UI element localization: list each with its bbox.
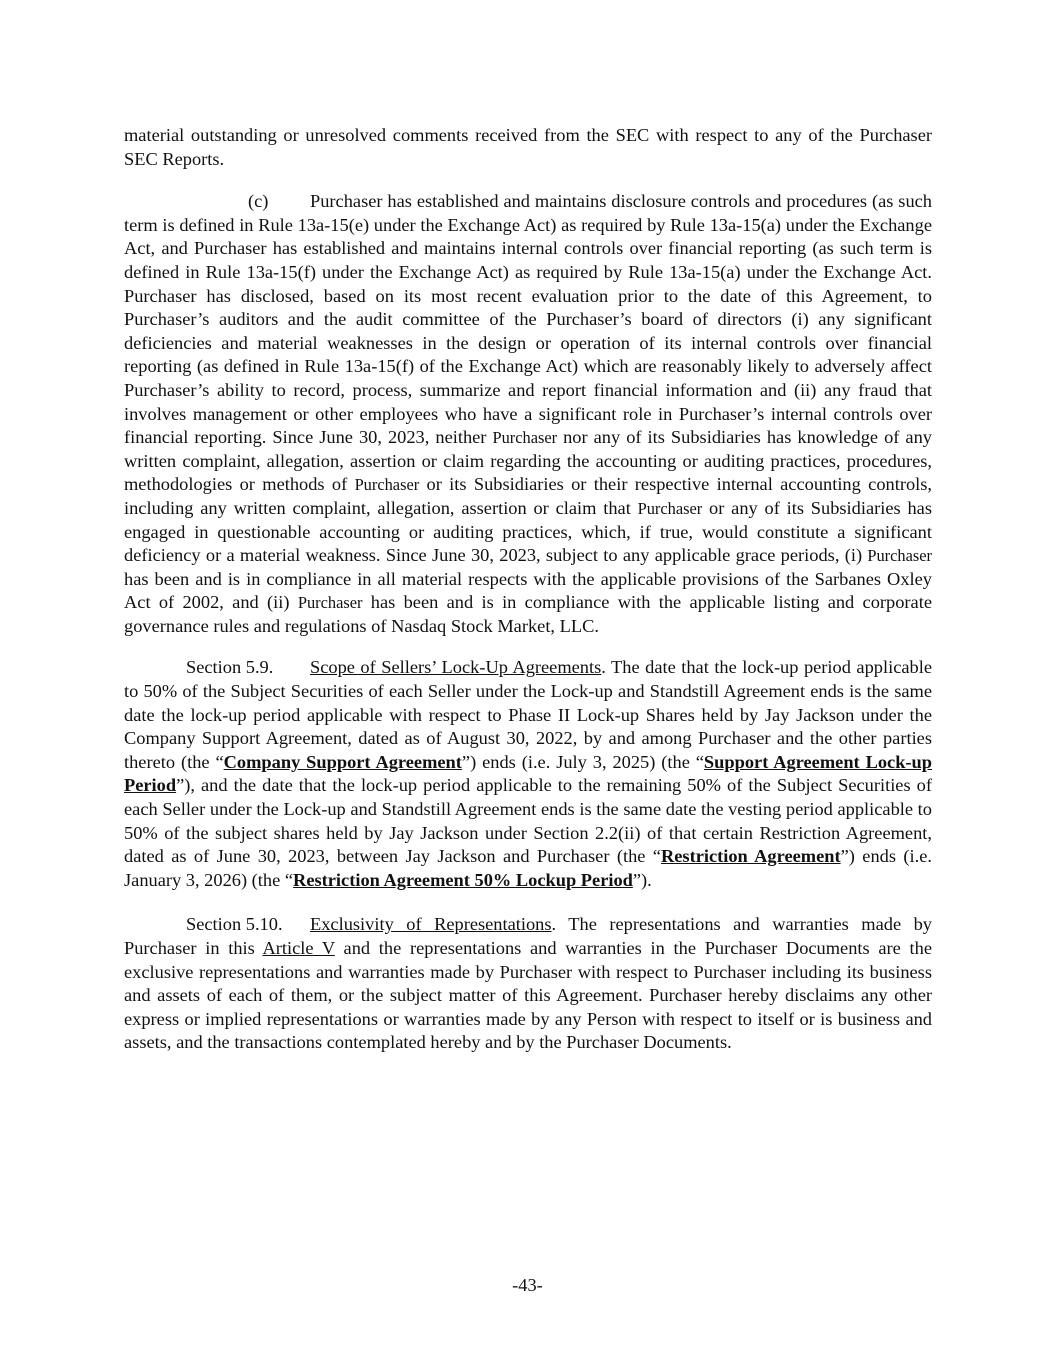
defined-term-support-agreement-lockup-period: Support Agreement Lock-up Period xyxy=(124,751,932,796)
section-5-9-number: Section 5.9. xyxy=(186,657,274,678)
section-5-10-heading: Exclusivity of Representations xyxy=(310,914,552,935)
section-5-9 xyxy=(124,656,932,892)
paragraph-c xyxy=(124,190,932,638)
section-5-10 xyxy=(124,913,932,1055)
defined-term-restriction-agreement-lockup-period: Restriction Agreement 50% Lockup Period xyxy=(293,869,633,890)
section-5-9-text-2: ”) ends (i.e. July 3, 2025) (the “ xyxy=(461,751,704,772)
section-5-10-text-1: . The representations and warranties made by Purchaser in this xyxy=(124,914,932,958)
purchaser-term: Purchaser xyxy=(637,498,703,518)
page-number: -43- xyxy=(512,1275,543,1295)
article-v-reference: Article V xyxy=(262,938,335,958)
paragraph-c-text-4: or any of its Subsidiaries has engaged in questionable accounting or auditing practices, which, if true, would constitute a significant deficiency or a material weakness. Since June 30, 2023, subject to any applicable grace periods, (i) xyxy=(124,497,932,566)
section-5-10-number: Section 5.10. xyxy=(186,914,283,935)
paragraph-c-text-3: or its Subsidiaries or their respective internal accounting controls, including any written complaint, allegation, assertion or claim that xyxy=(124,474,932,518)
purchaser-term: Purchaser xyxy=(297,593,363,613)
defined-term-company-support-agreement: Company Support Agreement xyxy=(223,751,462,772)
paragraph-c-text-1: Purchaser has established and maintains disclosure controls and procedures (as such term is defined in Rule 13a-15(e) under the Exchange Act) as required by Rule 13a-15(a) under the Exchange Act, and Purchaser has established and maintains internal controls over financial reporting (as such term is defined in Rule 13a-15(f) under the Exchange Act) as required by Rule 13a-15(a) under the Exchange Act. Purchaser has disclosed, based on its most recent evaluation prior to the date of this Agreement, to Purchaser’s auditors and the audit committee of the Purchaser’s board of directors (i) any significant deficiencies and material weaknesses in the design or operation of its internal controls over financial reporting (as defined in Rule 13a-15(f) of the Exchange Act) which are reasonably likely to adversely affect Purchaser’s ability to record, process, summarize and report financial information and (ii) any fraud that involves management or other employees who have a significant role in Purchaser’s internal controls over financial reporting. Since June 30, 2023, neither xyxy=(124,191,932,448)
section-5-9-heading: Scope of Sellers’ Lock-Up Agreements xyxy=(310,657,602,678)
section-5-9-text-3: ”), and the date that the lock-up period applicable to the remaining 50% of the Subject Securities of each Seller under the Lock-up and Standstill Agreement ends is the same date the vesting period applicable to 50% of the subject shares held by Jay Jackson under Section 2.2(ii) of that certain Restriction Agreement, dated as of June 30, 2023, between Jay Jackson and Purchaser (the “ xyxy=(124,775,932,867)
continued-paragraph: material outstanding or unresolved comments received from the SEC with respect to any of the Purchaser SEC Reports. xyxy=(124,125,932,169)
section-5-9-text-5: ”). xyxy=(632,869,652,890)
purchaser-term: Purchaser xyxy=(354,475,420,495)
document-page xyxy=(124,124,932,1076)
paragraph-c-text-2: nor any of its Subsidiaries has knowledge of any written complaint, allegation, assertion or claim regarding the accounting or auditing practices, procedures, methodologies or methods of xyxy=(124,427,932,495)
paragraph-c-text-6: has been and is in compliance with the applicable listing and corporate governance rules and regulations of Nasdaq Stock Market, LLC. xyxy=(124,592,932,636)
purchaser-term: Purchaser xyxy=(492,428,558,448)
purchaser-term: Purchaser xyxy=(867,546,932,566)
defined-term-restriction-agreement: Restriction Agreement xyxy=(660,846,841,867)
section-5-9-text-1: . The date that the lock-up period applicable to 50% of the Subject Securities of each Seller under the Lock-up and Standstill Agreement ends is the same date the lock-up period applicable with respect to Phase II Lock-up Shares held by Jay Jackson under the Company Support Agreement, dated as of August 30, 2022, by and among Purchaser and the other parties thereto (the “ xyxy=(124,657,932,772)
section-5-9-text-4: ”) ends (i.e. January 3, 2026) (the “ xyxy=(124,846,932,890)
paragraph-c-text-5: has been and is in compliance in all material respects with the applicable provisions of the Sarbanes Oxley Act of 2002, and (ii) xyxy=(124,568,932,613)
section-5-10-text-2: and the representations and warranties in the Purchaser Documents are the exclusive representations and warranties made by Purchaser with respect to Purchaser including its business and assets of each of them, or the subject matter of this Agreement. Purchaser hereby disclaims any other express or implied representations or warranties made by any Person with respect to itself or is business and assets, and the transactions contemplated hereby and by the Purchaser Documents. xyxy=(124,938,932,1053)
paragraph-c-label: (c) xyxy=(248,191,269,212)
